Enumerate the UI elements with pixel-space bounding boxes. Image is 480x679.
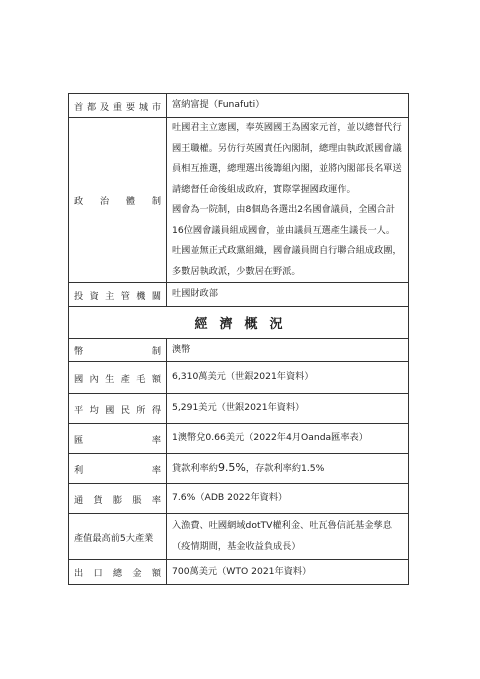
inflation-label: 通 貨 膨 脹 率 <box>69 484 167 514</box>
inflation-value: 7.6%（ADB 2022年資料） <box>167 484 409 514</box>
capital-label: 首 都 及 重 要 城 市 <box>69 94 167 118</box>
exchange-rate-value: 1澳幣兌0.66美元（2022年4月Oanda匯率表） <box>167 424 409 454</box>
exports-label: 出 口 總 金 額 <box>69 560 167 585</box>
economy-row <box>69 394 409 424</box>
per-capita-income-value: 5,291美元（世銀2021年資料） <box>167 394 409 424</box>
economy-row <box>69 454 409 484</box>
top-industries-label: 產值最高前5大產業 <box>69 514 167 560</box>
interest-rate-value: 貸款利率約9.5%，存款利率約1.5% <box>167 454 409 484</box>
gdp-label: 國 內 生 產 毛 額 <box>69 362 167 394</box>
country-info-table <box>68 93 409 585</box>
politics-paragraph-1: 吐國君主立憲國，奉英國國王為國家元首，並以總督代行國王職權。另仿行英國責任內閣制，總理由執政派國會議員相互推選，總理選出後籌組內閣，並將內閣部長名單送請總督任命後組成政府，實際掌握國政運作。 <box>172 122 402 195</box>
currency-label: 幣 制 <box>69 339 167 362</box>
gdp-value: 6,310萬美元（世銀2021年資料） <box>167 362 409 394</box>
politics-value <box>167 118 409 283</box>
politics-label: 政 治 體 制 <box>69 118 167 283</box>
economy-row <box>69 362 409 394</box>
per-capita-income-label: 平 均 國 民 所 得 <box>69 394 167 424</box>
investment-authority-value: 吐國財政部 <box>167 283 409 307</box>
economy-row <box>69 514 409 560</box>
economy-row <box>69 560 409 585</box>
economy-row <box>69 424 409 454</box>
top-industries-value: 入漁費、吐國網域dotTV權利金、吐瓦魯信託基金孳息（疫情期間，基金收益負成長） <box>167 514 409 560</box>
capital-value: 富納富提（Funafuti） <box>167 94 409 118</box>
exchange-rate-label: 匯 率 <box>69 424 167 454</box>
economy-section-row <box>69 307 409 339</box>
politics-row <box>69 118 409 283</box>
economy-row <box>69 339 409 362</box>
investment-authority-label: 投 資 主 管 機 關 <box>69 283 167 307</box>
investment-authority-row <box>69 283 409 307</box>
politics-paragraph-2: 國會為一院制，由8個島各選出2名國會議員，全國合計16位國會議員組成國會，並由議員互選產生議長一人。吐國並無正式政黨組織，國會議員間自行聯合組成政團，多數居執政派，少數居在野派。 <box>172 204 402 277</box>
capital-row <box>69 94 409 118</box>
interest-rate-label: 利 率 <box>69 454 167 484</box>
loan-rate-highlight: 9.5% <box>217 460 246 474</box>
exports-value: 700萬美元（WTO 2021年資料） <box>167 560 409 585</box>
economy-row <box>69 484 409 514</box>
economy-section-title: 經濟概況 <box>69 307 409 339</box>
currency-value: 澳幣 <box>167 339 409 362</box>
